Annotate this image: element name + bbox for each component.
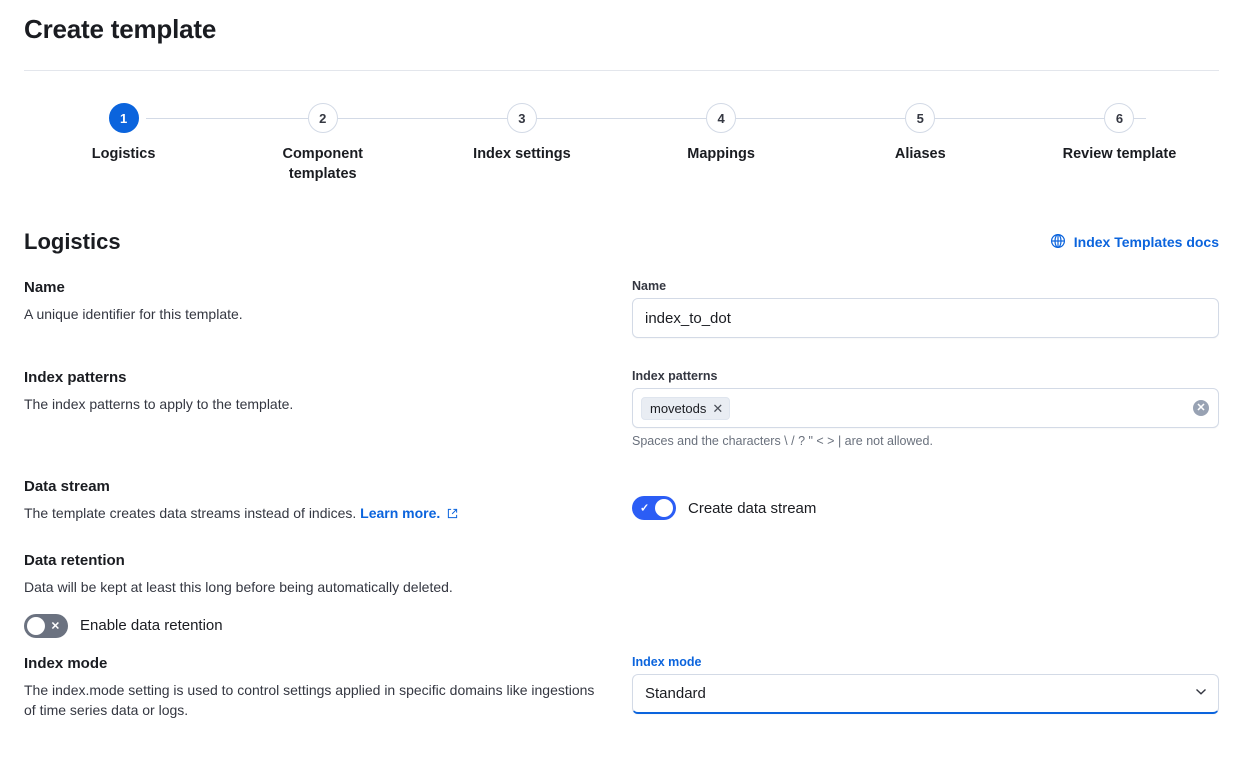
index-patterns-row-title: Index patterns [24, 369, 127, 386]
logistics-form [24, 279, 1219, 720]
name-row-title: Name [24, 279, 65, 296]
index-templates-docs-link[interactable] [1050, 233, 1219, 252]
create-data-stream-toggle[interactable] [632, 496, 676, 520]
name-description-column [24, 279, 632, 324]
title-divider [24, 70, 1219, 71]
data-stream-row-title: Data stream [24, 478, 110, 495]
create-data-stream-toggle-row [632, 496, 1219, 520]
data-stream-row-description [24, 503, 608, 524]
index-patterns-input-column [632, 369, 1219, 448]
toggle-knob [655, 499, 673, 517]
index-pattern-pill[interactable] [641, 397, 730, 420]
step-label: Logistics [91, 146, 156, 162]
external-link-icon [447, 504, 458, 524]
data-stream-learn-more-link[interactable] [360, 505, 444, 521]
step-number: 4 [706, 103, 736, 133]
step-aliases[interactable] [821, 103, 1020, 165]
step-index-settings[interactable] [422, 103, 621, 165]
data-retention-description-column [24, 552, 632, 637]
documentation-icon [1050, 233, 1066, 252]
step-number: 1 [109, 103, 139, 133]
form-row-data-retention [24, 552, 1219, 637]
form-row-index-mode [24, 655, 1219, 721]
learn-more-label: Learn more. [360, 505, 441, 521]
step-label: Mappings [687, 146, 755, 162]
index-mode-select[interactable] [632, 674, 1219, 714]
step-number: 2 [308, 103, 338, 133]
form-row-name [24, 279, 1219, 338]
data-retention-row-title: Data retention [24, 552, 125, 570]
index-mode-description-column [24, 655, 632, 721]
section-header [24, 229, 1219, 255]
wizard-stepper [24, 103, 1219, 199]
data-stream-description-text: The template creates data streams instead of indices. [24, 505, 357, 521]
name-input[interactable] [632, 298, 1219, 338]
form-row-data-stream [24, 478, 1219, 524]
check-icon: ✓ [640, 502, 650, 515]
step-logistics[interactable] [24, 103, 223, 165]
step-number: 5 [905, 103, 935, 133]
index-mode-selected-value: Standard [645, 684, 706, 702]
index-patterns-row-description: The index patterns to apply to the template. [24, 396, 294, 412]
name-row-description: A unique identifier for this template. [24, 306, 243, 322]
step-number: 6 [1104, 103, 1134, 133]
name-field-label: Name [632, 279, 667, 293]
index-mode-row-title: Index mode [24, 654, 108, 672]
form-row-index-patterns [24, 369, 1219, 448]
enable-data-retention-label: Enable data retention [80, 617, 223, 635]
step-review-template[interactable] [1020, 103, 1219, 165]
index-patterns-field-label: Index patterns [632, 369, 718, 383]
index-pattern-pill-label: movetods [650, 400, 707, 416]
clear-all-icon[interactable]: ✕ [1193, 400, 1209, 416]
data-stream-description-column [24, 478, 632, 524]
remove-icon[interactable]: ✕ [712, 400, 724, 416]
cross-icon: ✕ [50, 620, 60, 633]
enable-data-retention-toggle-row [24, 614, 608, 638]
create-data-stream-label: Create data stream [688, 499, 817, 517]
docs-link-label: Index Templates docs [1073, 234, 1219, 250]
page-title: Create template [24, 14, 217, 44]
data-retention-row-description: Data will be kept at least this long before being automatically deleted. [24, 579, 453, 596]
index-patterns-description-column [24, 369, 632, 414]
step-mappings[interactable] [622, 103, 821, 165]
index-patterns-helper-text: Spaces and the characters \ / ? " < > | are not allowed. [632, 434, 933, 448]
index-patterns-combobox[interactable] [632, 388, 1219, 428]
step-label: Index settings [473, 146, 571, 162]
index-mode-select-column [632, 655, 1219, 714]
step-label: Aliases [894, 146, 946, 162]
section-title: Logistics [24, 229, 121, 254]
step-label: Component templates [282, 146, 364, 182]
index-mode-row-description: The index.mode setting is used to control settings applied in specific domains like ingestions of time series data or logs. [24, 681, 595, 718]
enable-data-retention-toggle[interactable] [24, 614, 68, 638]
data-stream-toggle-column [632, 478, 1219, 520]
step-number: 3 [507, 103, 537, 133]
step-component-templates[interactable] [223, 103, 422, 184]
index-mode-select-wrapper [632, 674, 1219, 714]
step-label: Review template [1062, 146, 1177, 162]
index-mode-field-label: Index mode [632, 654, 702, 669]
toggle-knob [27, 617, 45, 635]
name-input-column [632, 279, 1219, 338]
